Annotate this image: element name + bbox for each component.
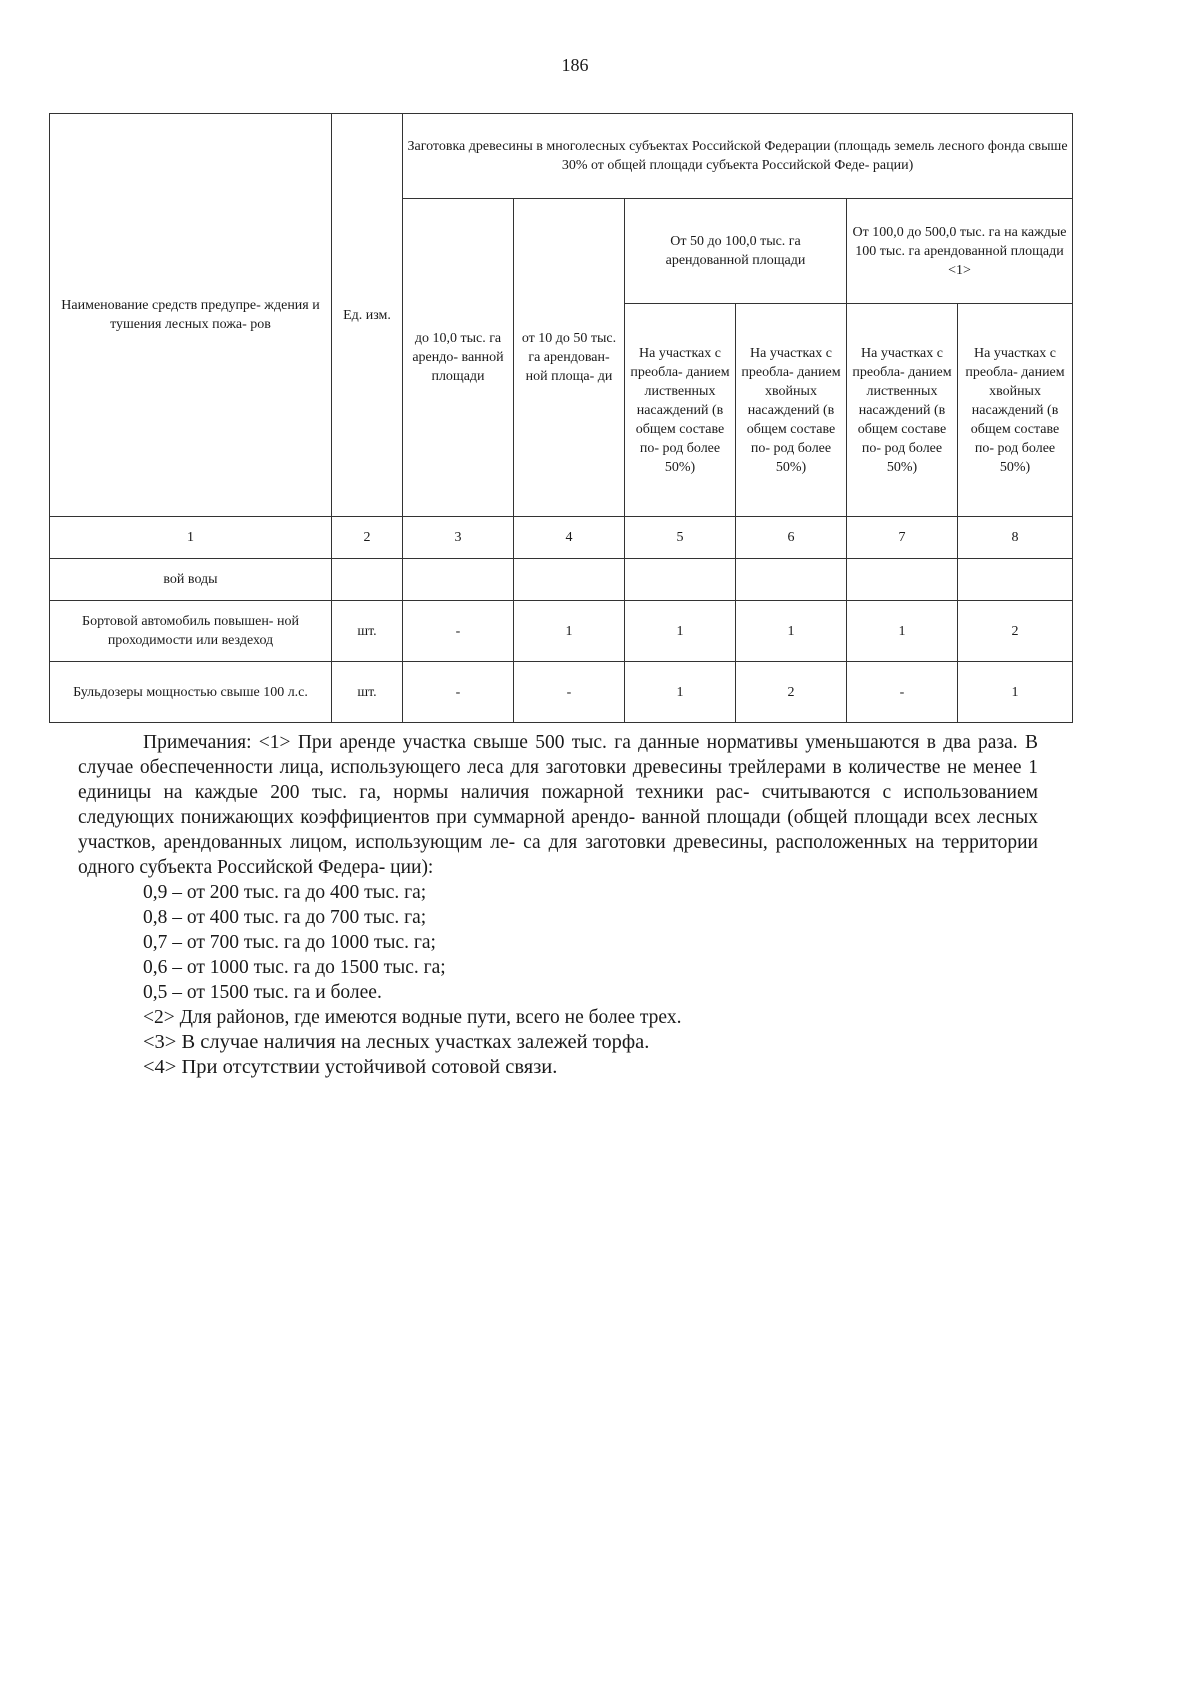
header-100-to-500: От 100,0 до 500,0 тыс. га на каждые 100 тыс. га арендованной площади <1>	[847, 199, 1073, 304]
coefficient-item: 0,8 – от 400 тыс. га до 700 тыс. га;	[143, 907, 427, 928]
notes-intro: Примечания: <1> При аренде участка свыше 500 тыс. га данные нормативы уменьшаются в два раза. В случае обеспеченности лица, использующего леса для заготовки древесины трейлерами в количестве не менее 1 единицы на каждые 200 тыс. га, нормы наличия пожарной техники рас- считываются с использованием следующих понижающих коэффициентов при суммарной арендо- ванной площади (общей площади всех лесных участков, арендованных лицом, использующим ле- са для заготовки древесины, расположенных на территории одного субъекта Российской Федера- ции):	[78, 732, 1038, 878]
header-deciduous-7: На участках с преобла- данием лиственных насаждений (в общем составе по- род более 50%)	[847, 304, 958, 517]
table-row	[50, 601, 1073, 662]
column-number-row	[50, 517, 1073, 559]
row-name: Бульдозеры мощностью свыше 100 л.с.	[50, 662, 332, 723]
cell: 1	[625, 601, 736, 662]
cell: -	[514, 662, 625, 723]
coefficient-item: 0,5 – от 1500 тыс. га и более.	[143, 982, 382, 1003]
cell: 1	[625, 662, 736, 723]
cell: шт.	[332, 662, 403, 723]
cell: 1	[736, 601, 847, 662]
header-coniferous-8: На участках с преобла- данием хвойных насаждений (в общем составе по- род более 50%)	[958, 304, 1073, 517]
header-deciduous-5: На участках с преобла- данием лиственных насаждений (в общем составе по- род более 50%)	[625, 304, 736, 517]
header-unit: Ед. изм.	[332, 114, 403, 517]
cell: -	[403, 662, 514, 723]
row-name: вой воды	[50, 559, 332, 601]
cell: 1	[847, 601, 958, 662]
column-number: 7	[847, 517, 958, 559]
row-name: Бортовой автомобиль повышен- ной проходимости или вездеход	[50, 601, 332, 662]
cell	[332, 559, 403, 601]
table-row	[50, 559, 1073, 601]
cell: 1	[958, 662, 1073, 723]
cell: -	[403, 601, 514, 662]
cell: -	[847, 662, 958, 723]
header-up-to-10: до 10,0 тыс. га арендо- ванной площади	[403, 199, 514, 517]
column-number: 8	[958, 517, 1073, 559]
header-equipment-name: Наименование средств предупре- ждения и тушения лесных пожа- ров	[50, 114, 332, 517]
column-number: 1	[50, 517, 332, 559]
cell: 1	[514, 601, 625, 662]
cell	[736, 559, 847, 601]
cell	[514, 559, 625, 601]
cell	[403, 559, 514, 601]
column-number: 2	[332, 517, 403, 559]
column-number: 3	[403, 517, 514, 559]
header-10-to-50: от 10 до 50 тыс. га арендован- ной площа- ди	[514, 199, 625, 517]
note-2: <2> Для районов, где имеются водные пути, всего не более трех.	[143, 1007, 682, 1028]
cell	[625, 559, 736, 601]
notes-section	[78, 730, 1038, 1080]
column-number: 4	[514, 517, 625, 559]
cell	[958, 559, 1073, 601]
cell	[847, 559, 958, 601]
cell: 2	[958, 601, 1073, 662]
fire-equipment-norms-table	[49, 113, 1073, 723]
cell: шт.	[332, 601, 403, 662]
column-number: 5	[625, 517, 736, 559]
header-50-to-100: От 50 до 100,0 тыс. га арендованной площади	[625, 199, 847, 304]
cell: 2	[736, 662, 847, 723]
note-4: <4> При отсутствии устойчивой сотовой связи.	[143, 1056, 558, 1078]
coefficient-item: 0,6 – от 1000 тыс. га до 1500 тыс. га;	[143, 957, 446, 978]
coefficient-item: 0,7 – от 700 тыс. га до 1000 тыс. га;	[143, 932, 436, 953]
header-coniferous-6: На участках с преобла- данием хвойных насаждений (в общем составе по- род более 50%)	[736, 304, 847, 517]
header-group-timber-harvesting: Заготовка древесины в многолесных субъектах Российской Федерации (площадь земель лесного фонда свыше 30% от общей площади субъекта Российской Феде- рации)	[403, 114, 1073, 199]
column-number: 6	[736, 517, 847, 559]
page-number: 186	[561, 55, 589, 75]
coefficient-item: 0,9 – от 200 тыс. га до 400 тыс. га;	[143, 882, 427, 903]
note-3: <3> В случае наличия на лесных участках залежей торфа.	[143, 1031, 650, 1053]
table-row	[50, 662, 1073, 723]
